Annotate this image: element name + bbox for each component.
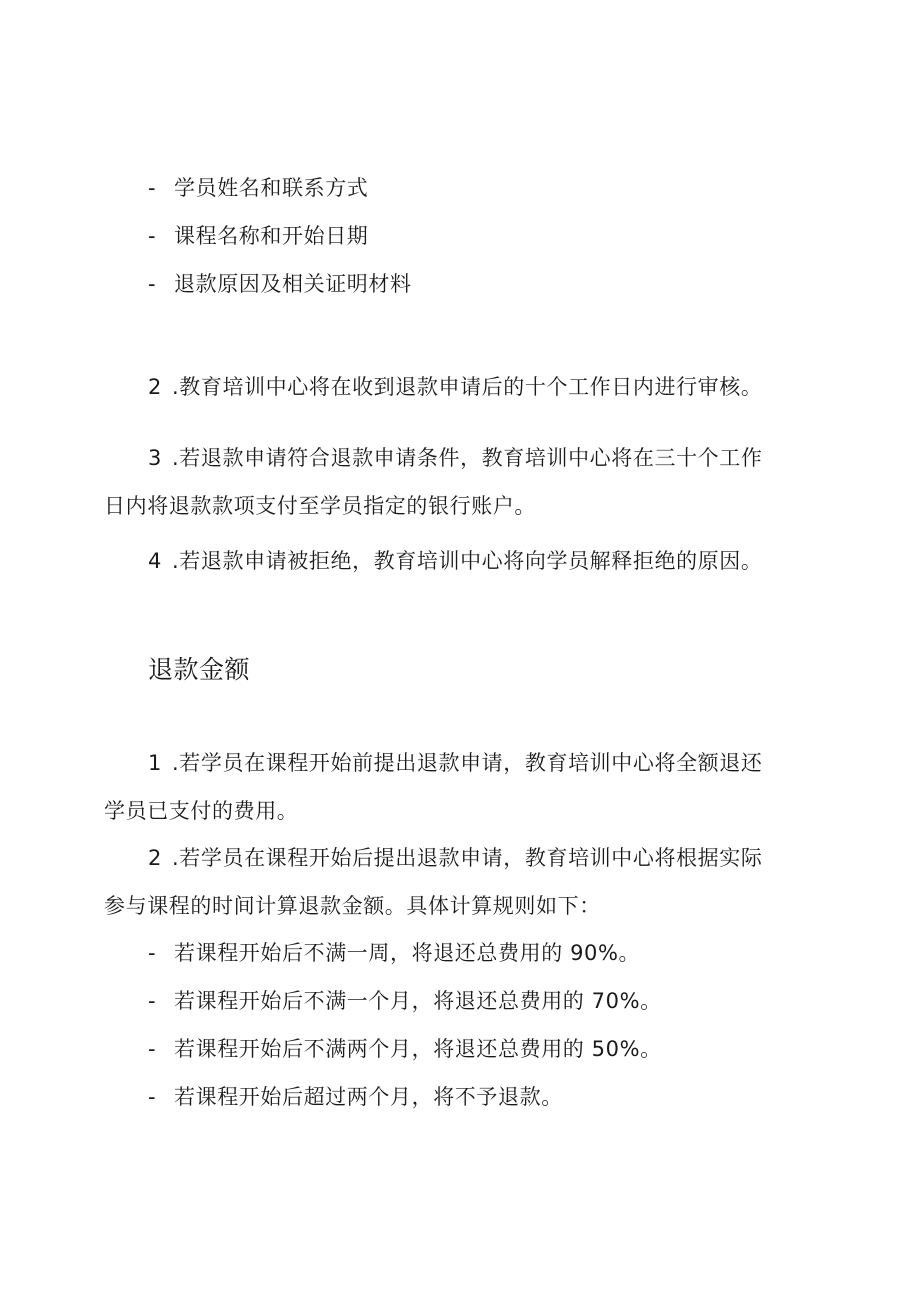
dash-marker: - [148, 176, 157, 200]
list-item-text: 退款原因及相关证明材料 [174, 272, 412, 296]
list-item-text: 若课程开始后不满两个月，将退还总费用的 50%。 [174, 1037, 662, 1061]
dash-marker: - [148, 1085, 157, 1109]
step-text: .若退款申请被拒绝，教育培训中心将向学员解释拒绝的原因。 [172, 549, 763, 573]
refund-rule-2 [148, 843, 762, 873]
list-item-text: 课程名称和开始日期 [174, 224, 369, 248]
list-item [148, 173, 368, 203]
list-item [148, 221, 368, 251]
list-item-text: 若课程开始后不满一个月，将退还总费用的 70%。 [174, 989, 662, 1013]
refund-rule-2-continuation: 参与课程的时间计算退款金额。具体计算规则如下： [104, 894, 601, 918]
dash-marker: - [148, 224, 157, 248]
rule-number: 1 [148, 751, 162, 775]
list-item [148, 269, 412, 299]
process-step-2 [148, 372, 762, 402]
process-step-3 [148, 443, 762, 473]
step-text: .教育培训中心将在收到退款申请后的十个工作日内进行审核。 [172, 375, 763, 399]
refund-rule-1-continuation: 学员已支付的费用。 [104, 799, 299, 823]
step-text: .若退款申请符合退款申请条件，教育培训中心将在三十个工作 [172, 446, 763, 470]
step-number: 3 [148, 446, 162, 470]
section-heading: 退款金额 [148, 655, 251, 684]
dash-marker: - [148, 941, 157, 965]
dash-marker: - [148, 272, 157, 296]
step-number: 4 [148, 549, 162, 573]
dash-marker: - [148, 989, 157, 1013]
rule-number: 2 [148, 846, 162, 870]
rule-text: .若学员在课程开始前提出退款申请，教育培训中心将全额退还 [172, 751, 763, 775]
process-step-3-continuation: 日内将退款款项支付至学员指定的银行账户。 [104, 494, 536, 518]
refund-rule-1 [148, 748, 762, 778]
list-item [148, 986, 662, 1016]
step-number: 2 [148, 375, 162, 399]
dash-marker: - [148, 1037, 157, 1061]
list-item-text: 若课程开始后超过两个月，将不予退款。 [174, 1085, 563, 1109]
list-item [148, 1082, 563, 1112]
rule-text: .若学员在课程开始后提出退款申请，教育培训中心将根据实际 [172, 846, 763, 870]
list-item-text: 若课程开始后不满一周，将退还总费用的 90%。 [174, 941, 641, 965]
process-step-4 [148, 546, 762, 576]
list-item [148, 1034, 662, 1064]
list-item-text: 学员姓名和联系方式 [174, 176, 369, 200]
list-item [148, 938, 640, 968]
